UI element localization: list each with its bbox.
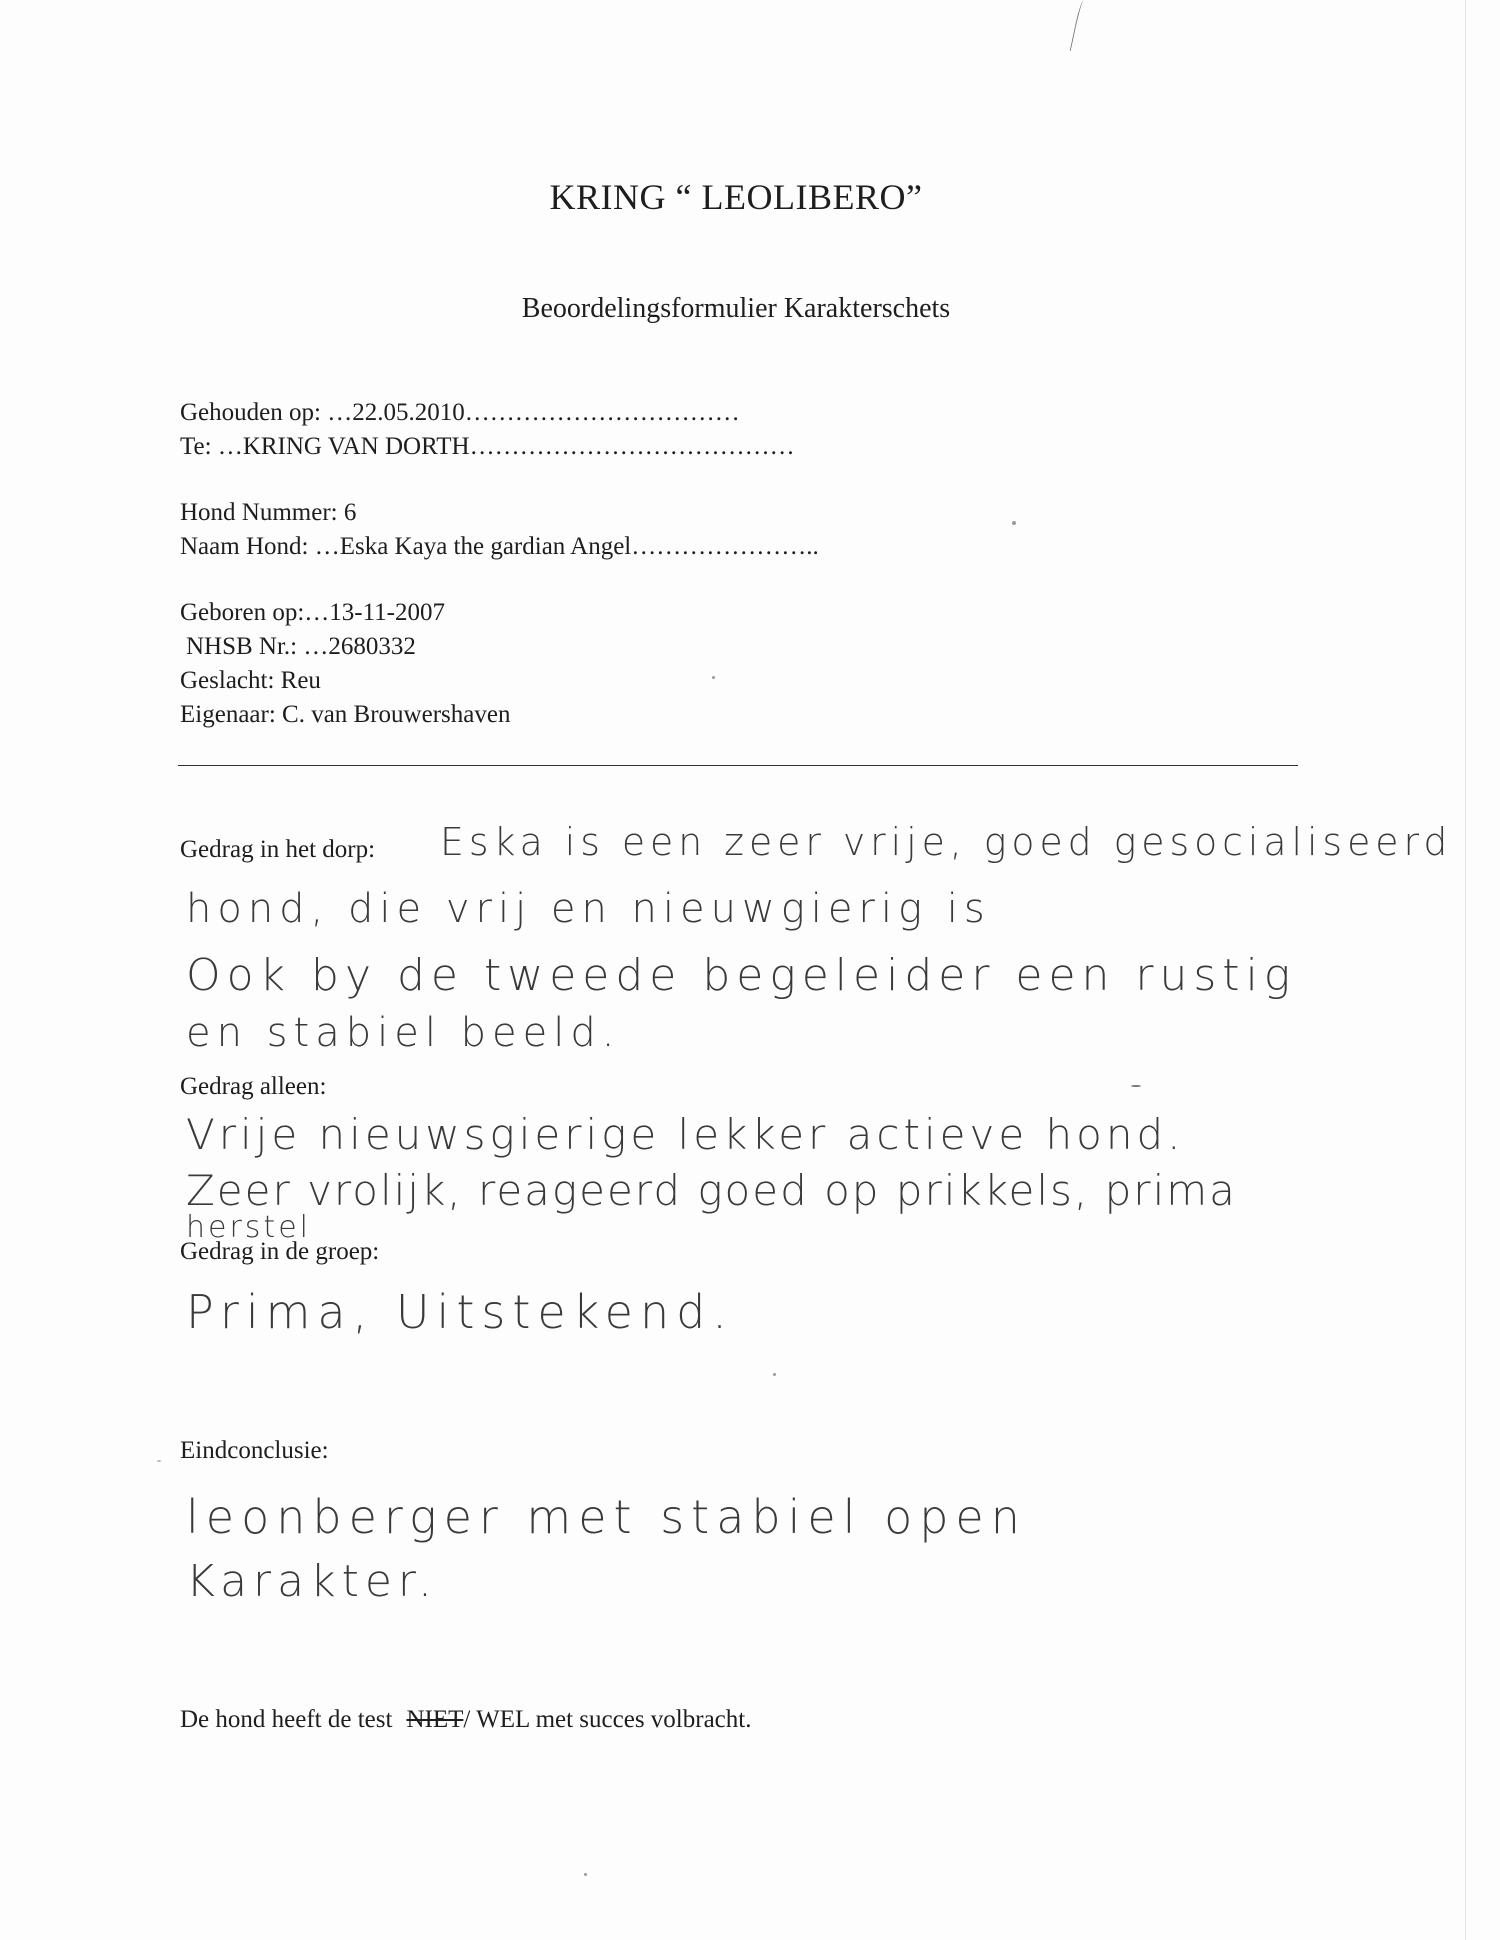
- scan-edge-line: [1465, 0, 1466, 1940]
- alone-behavior-label: Gedrag alleen:: [180, 1073, 327, 1100]
- group-behavior-label: Gedrag in de groep:: [180, 1238, 380, 1265]
- form-subtitle: Beoordelingsformulier Karakterschets: [521, 293, 951, 324]
- struck-option-niet: NIET: [406, 1706, 464, 1733]
- scan-speck: [1012, 521, 1016, 525]
- village-behavior-line: hond, die vrij en nieuwgierig is: [186, 886, 991, 932]
- village-behavior-line: Eska is een zeer vrije, goed gesocialiseerd: [440, 820, 1453, 864]
- result-statement: [180, 1706, 751, 1734]
- village-behavior-line: Ook by de tweede begeleider een rustig: [186, 950, 1297, 1001]
- sex-field: Geslacht: Reu: [180, 667, 321, 694]
- owner-field: Eigenaar: C. van Brouwershaven: [180, 701, 511, 728]
- dog-name-field: Naam Hond: …Eska Kaya the gardian Angel…………………..: [180, 533, 819, 560]
- dog-number-field: Hond Nummer: 6: [180, 499, 357, 526]
- village-behavior-label: Gedrag in het dorp:: [180, 836, 376, 863]
- location-field: Te: …KRING VAN DORTH…………………………………: [180, 433, 795, 460]
- pen-mark: [1070, 0, 1086, 52]
- nhsb-number-field: NHSB Nr.: …2680332: [186, 633, 416, 660]
- conclusion-line: leonberger met stabiel open: [186, 1490, 1027, 1544]
- scan-speck: [1131, 1085, 1141, 1087]
- page-title: KRING “ LEOLIBERO”: [549, 177, 923, 217]
- alone-behavior-line: Zeer vrolijk, reageerd goed op prikkels, prima: [186, 1166, 1237, 1215]
- scan-speck: [773, 1373, 776, 1376]
- group-behavior-line: Prima, Uitstekend.: [186, 1285, 734, 1339]
- conclusion-label: Eindconclusie:: [180, 1437, 329, 1464]
- result-text-before: De hond heeft de test: [180, 1706, 393, 1733]
- alone-behavior-line: herstel: [186, 1210, 311, 1245]
- conclusion-line: Karakter.: [186, 1556, 438, 1607]
- scan-speck: [712, 676, 715, 679]
- birth-date-field: Geboren op:…13-11-2007: [180, 599, 445, 626]
- scan-speck: [157, 1460, 161, 1462]
- result-text-after: / WEL met succes volbracht.: [463, 1706, 752, 1733]
- section-divider: [178, 765, 1298, 766]
- alone-behavior-line: Vrije nieuwsgierige lekker actieve hond.: [186, 1110, 1185, 1159]
- village-behavior-line: en stabiel beeld.: [186, 1010, 621, 1056]
- held-on-field: Gehouden op: …22.05.2010……………………………: [180, 399, 740, 426]
- scan-speck: [584, 1873, 587, 1876]
